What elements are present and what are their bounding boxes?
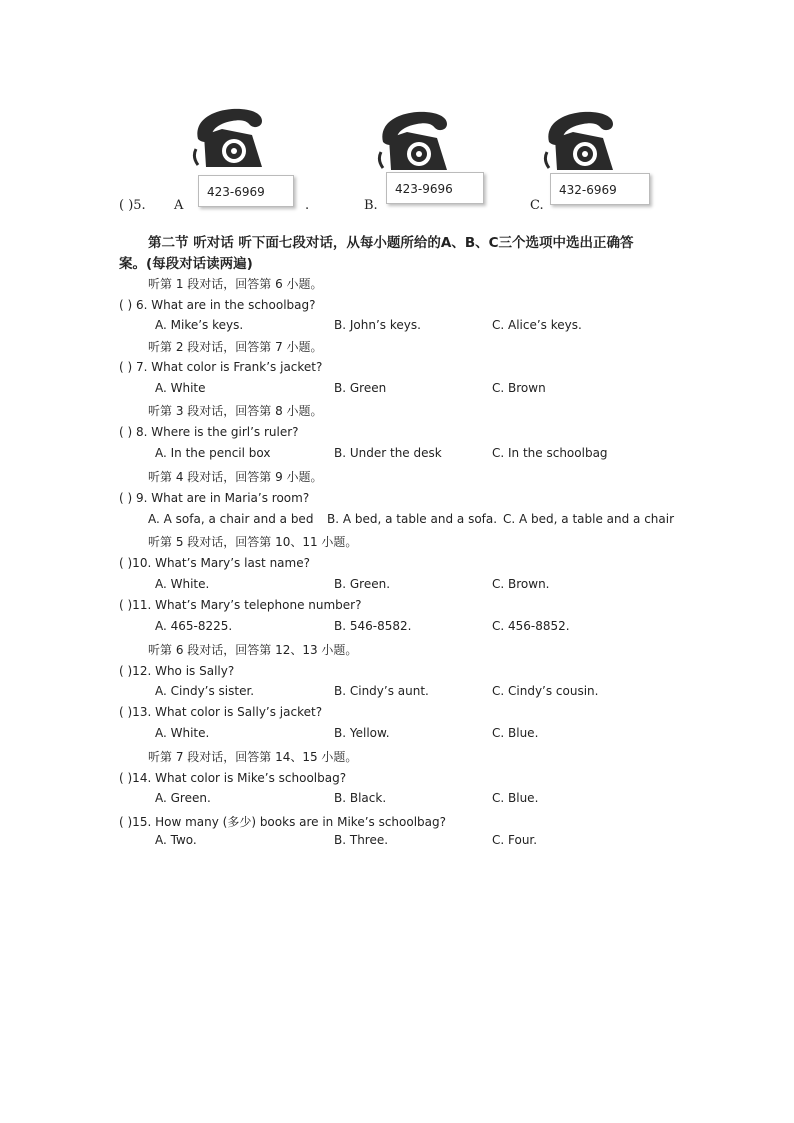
q10-option-b: B. Green. (334, 577, 391, 591)
question-9: ( ) 9. What are in Maria’s room? (119, 491, 310, 505)
q14-option-a: A. Green. (155, 791, 211, 805)
question-6: ( ) 6. What are in the schoolbag? (119, 298, 316, 312)
q13-option-c: C. Blue. (492, 726, 539, 740)
telephone-icon (192, 105, 266, 175)
option-c-number: 432-6969 (550, 173, 650, 205)
q6-option-a: A. Mike’s keys. (155, 318, 244, 332)
q7-option-a: A. White (155, 381, 206, 395)
question-15: ( )15. How many (多少) books are in Mike’s schoolbag? (119, 815, 447, 829)
q13-option-b: B. Yellow. (334, 726, 390, 740)
section-heading-continued: 案。(每段对话读两遍) (119, 256, 253, 272)
q5-option-c-letter: C. (530, 198, 544, 213)
dialogue-instruction: 听第 1 段对话，回答第 6 小题。 (148, 277, 323, 291)
dialogue-instruction: 听第 2 段对话，回答第 7 小题。 (148, 340, 323, 354)
question-12: ( )12. Who is Sally? (119, 664, 235, 678)
q12-option-b: B. Cindy’s aunt. (334, 684, 429, 698)
q13-option-a: A. White. (155, 726, 210, 740)
q5-bracket: ( )5. (119, 198, 146, 213)
q6-option-b: B. John’s keys. (334, 318, 421, 332)
q9-option-a: A. A sofa, a chair and a bed (148, 512, 314, 526)
dialogue-instruction: 听第 6 段对话，回答第 12、13 小题。 (148, 643, 358, 657)
q10-option-c: C. Brown. (492, 577, 550, 591)
q7-option-b: B. Green (334, 381, 387, 395)
section-heading: 第二节 听对话 听下面七段对话，从每小题所给的A、B、C三个选项中选出正确答 (148, 235, 634, 251)
q11-option-c: C. 456-8852. (492, 619, 570, 633)
q12-option-a: A. Cindy’s sister. (155, 684, 255, 698)
q9-option-c: C. A bed, a table and a chair (503, 512, 675, 526)
q7-option-c: C. Brown (492, 381, 546, 395)
q5-option-a-dot: . (305, 198, 310, 213)
q14-option-c: C. Blue. (492, 791, 539, 805)
q11-option-b: B. 546-8582. (334, 619, 412, 633)
dialogue-instruction: 听第 3 段对话，回答第 8 小题。 (148, 404, 323, 418)
q10-option-a: A. White. (155, 577, 210, 591)
q11-option-a: A. 465-8225. (155, 619, 233, 633)
q5-option-b-letter: B. (364, 198, 378, 213)
q6-option-c: C. Alice’s keys. (492, 318, 582, 332)
dialogue-instruction: 听第 7 段对话，回答第 14、15 小题。 (148, 750, 358, 764)
question-14: ( )14. What color is Mike’s schoolbag? (119, 771, 347, 785)
q14-option-b: B. Black. (334, 791, 387, 805)
dialogue-instruction: 听第 5 段对话，回答第 10、11 小题。 (148, 535, 358, 549)
q8-option-a: A. In the pencil box (155, 446, 271, 460)
q5-option-a-letter: A (174, 198, 184, 213)
dialogue-instruction: 听第 4 段对话，回答第 9 小题。 (148, 470, 323, 484)
q8-option-c: C. In the schoolbag (492, 446, 608, 460)
option-a-number: 423-6969 (198, 175, 294, 207)
q15-option-b: B. Three. (334, 833, 389, 847)
question-10: ( )10. What’s Mary’s last name? (119, 556, 310, 570)
question-13: ( )13. What color is Sally’s jacket? (119, 705, 323, 719)
q9-option-b: B. A bed, a table and a sofa. (327, 512, 498, 526)
option-b-number: 423-9696 (386, 172, 484, 204)
question-8: ( ) 8. Where is the girl’s ruler? (119, 425, 299, 439)
question-7: ( ) 7. What color is Frank’s jacket? (119, 360, 323, 374)
q8-option-b: B. Under the desk (334, 446, 442, 460)
telephone-icon (543, 108, 617, 178)
q15-option-c: C. Four. (492, 833, 538, 847)
question-11: ( )11. What’s Mary’s telephone number? (119, 598, 362, 612)
q15-option-a: A. Two. (155, 833, 197, 847)
q12-option-c: C. Cindy’s cousin. (492, 684, 599, 698)
telephone-icon (377, 108, 451, 178)
